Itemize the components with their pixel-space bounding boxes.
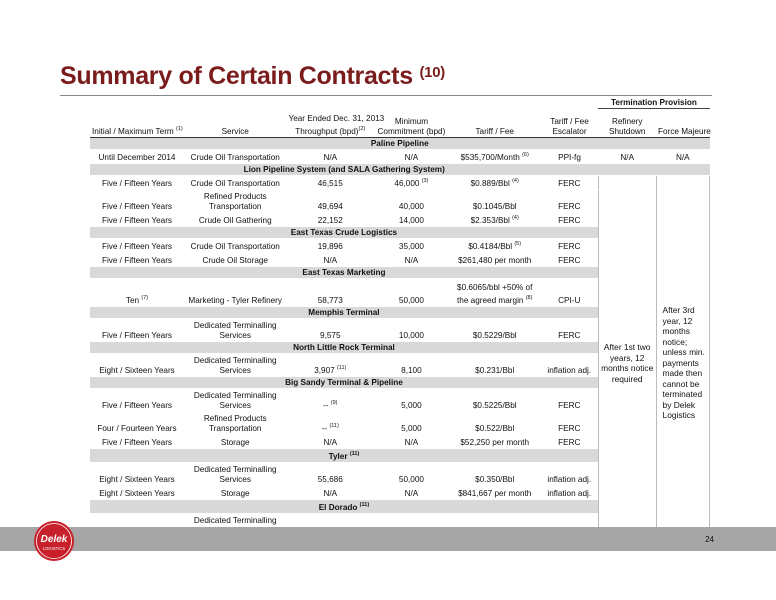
cell-service: Refined Products Transportation: [184, 190, 287, 213]
title-footnote: (10): [419, 64, 445, 81]
cell-throughput: N/A: [286, 486, 374, 500]
cell-escalator: inflation adj.: [541, 354, 599, 377]
cell-throughput: -- $^{(11)}$: [286, 412, 374, 435]
cell-tariff: $2.353/Bbl $^{(4)}$: [449, 213, 541, 227]
col-refinery-shutdown: Refinery Shutdown: [598, 109, 656, 138]
section-big-sandy: Big Sandy Terminal & Pipeline: [90, 377, 598, 389]
cell-shutdown: N/A: [598, 150, 656, 164]
title-divider: [60, 95, 712, 96]
cell-escalator: FERC: [541, 190, 599, 213]
cell-service: Storage: [184, 435, 287, 449]
cell-tariff: $0.5225/Bbl: [449, 389, 541, 412]
cell-minimum: 10,000: [374, 319, 449, 342]
cell-tariff: $0.231/Bbl: [449, 354, 541, 377]
cell-service: Storage: [184, 486, 287, 500]
cell-escalator: FERC: [541, 435, 599, 449]
cell-term: Five / Fifteen Years: [90, 213, 184, 227]
cell-throughput: 58,773: [286, 279, 374, 307]
cell-minimum: 14,000: [374, 213, 449, 227]
col-escalator: Tariff / Fee Escalator: [541, 109, 599, 138]
cell-term: Eight / Sixteen Years: [90, 486, 184, 500]
cell-term: Five / Fifteen Years: [90, 239, 184, 253]
cell-minimum: N/A: [374, 253, 449, 267]
cell-throughput: 3,907 $^{(11)}$: [286, 354, 374, 377]
cell-minimum: N/A: [374, 150, 449, 164]
cell-force-majeure: N/A: [656, 150, 709, 164]
cell-minimum: 5,000: [374, 412, 449, 435]
cell-term: Five / Fifteen Years: [90, 389, 184, 412]
cell-escalator: FERC: [541, 253, 599, 267]
cell-escalator: CPI-U: [541, 279, 599, 307]
logo-subtitle: LOGISTICS: [42, 546, 66, 551]
cell-term: Eight / Sixteen Years: [90, 354, 184, 377]
section-memphis: Memphis Terminal: [90, 307, 598, 319]
cell-service: Marketing - Tyler Refinery: [184, 279, 287, 307]
page-number: 24: [705, 535, 714, 544]
cell-term: Five / Fifteen Years: [90, 176, 184, 190]
cell-escalator: FERC: [541, 389, 599, 412]
cell-minimum: N/A: [374, 435, 449, 449]
table-row: [90, 150, 710, 164]
cell-tariff: $0.5229/Bbl: [449, 319, 541, 342]
cell-term: Four / Fourteen Years: [90, 412, 184, 435]
cell-term: Five / Fifteen Years: [90, 319, 184, 342]
cell-throughput: -- $^{(9)}$: [286, 389, 374, 412]
cell-throughput: 46,515: [286, 176, 374, 190]
cell-term: Ten $^{(7)}$: [90, 279, 184, 307]
cell-term: Five / Fifteen Years: [90, 190, 184, 213]
cell-minimum: 5,000: [374, 389, 449, 412]
cell-escalator: FERC: [541, 213, 599, 227]
cell-escalator: PPI-fg: [541, 150, 599, 164]
cell-service: Dedicated Terminalling Services: [184, 389, 287, 412]
cell-term: Five / Fifteen Years: [90, 435, 184, 449]
cell-service: Dedicated Terminalling: [184, 514, 287, 537]
col-initial-term: Initial / Maximum Term $^{(1)}$: [90, 109, 184, 138]
section-north-little-rock: North Little Rock Terminal: [90, 342, 598, 354]
cell-minimum: 50,000: [374, 463, 449, 486]
cell-tariff: $0.889/Bbl $^{(4)}$: [449, 176, 541, 190]
cell-escalator: FERC: [541, 176, 599, 190]
cell-throughput: 19,896: [286, 239, 374, 253]
cell-escalator: FERC: [541, 319, 599, 342]
col-throughput: Year Ended Dec. 31, 2013 Throughput (bpd)$^{(2)}$: [286, 109, 374, 138]
cell-service: Dedicated Terminalling Services: [184, 319, 287, 342]
cell-throughput: 9,575: [286, 319, 374, 342]
cell-escalator: inflation adj.: [541, 463, 599, 486]
cell-term: Five / Fifteen Years: [90, 253, 184, 267]
cell-minimum: 50,000: [374, 279, 449, 307]
cell-service: Crude Oil Transportation: [184, 239, 287, 253]
slide-title: [60, 62, 445, 91]
cell-term: Eight / Sixteen Years: [90, 463, 184, 486]
cell-throughput: 49,694: [286, 190, 374, 213]
contracts-table: [90, 98, 710, 551]
footer-bar: [0, 527, 776, 551]
cell-service: Crude Oil Transportation: [184, 176, 287, 190]
cell-tariff: $52,250 per month: [449, 435, 541, 449]
section-lion: Lion Pipeline System (and SALA Gathering System): [90, 164, 598, 176]
cell-escalator: inflation adj.: [541, 486, 599, 500]
cell-service: Crude Oil Gathering: [184, 213, 287, 227]
cell-throughput: 22,152: [286, 213, 374, 227]
delek-logistics-logo: [33, 520, 75, 562]
cell-service: Refined Products Transportation: [184, 412, 287, 435]
cell-throughput: 55,686: [286, 463, 374, 486]
cell-tariff: $261,480 per month: [449, 253, 541, 267]
cell-service: Dedicated Terminalling Services: [184, 354, 287, 377]
col-force-majeure: Force Majeure: [656, 109, 709, 138]
cell-tariff: $0.1045/Bbl: [449, 190, 541, 213]
merged-force-majeure-cell: After 3rd year, 12 months notice; unless min. payments made then cannot be terminated by Delek Logistics: [656, 176, 709, 551]
logo-wordmark: Delek: [40, 534, 68, 545]
cell-tariff: $0.4184/Bbl $^{(5)}$: [449, 239, 541, 253]
cell-minimum: N/A: [374, 486, 449, 500]
cell-escalator: FERC: [541, 239, 599, 253]
termination-provision-header: Termination Provision: [598, 98, 709, 109]
cell-throughput: N/A: [286, 253, 374, 267]
cell-service: Dedicated Terminalling Services: [184, 463, 287, 486]
cell-throughput: N/A: [286, 150, 374, 164]
section-east-texas-crude: East Texas Crude Logistics: [90, 227, 598, 239]
section-el-dorado: El Dorado $^{(11)}$: [90, 500, 598, 514]
cell-service: Crude Oil Transportation: [184, 150, 287, 164]
cell-term: Until December 2014: [90, 150, 184, 164]
cell-minimum: 40,000: [374, 190, 449, 213]
title-text: Summary of Certain Contracts: [60, 62, 413, 90]
cell-tariff: $0.522/Bbl: [449, 412, 541, 435]
cell-tariff: $841,667 per month: [449, 486, 541, 500]
col-service: Service: [184, 109, 287, 138]
section-tyler: Tyler $^{(11)}$: [90, 449, 598, 463]
cell-throughput: N/A: [286, 435, 374, 449]
cell-tariff: $0.6065/bbl +50% of the agreed margin $^{(8)}$: [449, 279, 541, 307]
cell-tariff: $0.350/Bbl: [449, 463, 541, 486]
cell-minimum: 35,000: [374, 239, 449, 253]
table-row: [90, 176, 710, 190]
section-paline: Paline Pipeline: [90, 138, 710, 150]
section-east-texas-marketing: East Texas Marketing: [90, 267, 598, 279]
cell-service: Crude Oil Storage: [184, 253, 287, 267]
cell-minimum: 46,000 $^{(3)}$: [374, 176, 449, 190]
merged-shutdown-cell: After 1st two years, 12 months notice required: [598, 176, 656, 551]
cell-tariff: $535,700/Month $^{(6)}$: [449, 150, 541, 164]
col-minimum: Minimum Commitment (bpd): [374, 109, 449, 138]
col-tariff: Tariff / Fee: [449, 109, 541, 138]
cell-escalator: FERC: [541, 412, 599, 435]
cell-minimum: 8,100: [374, 354, 449, 377]
